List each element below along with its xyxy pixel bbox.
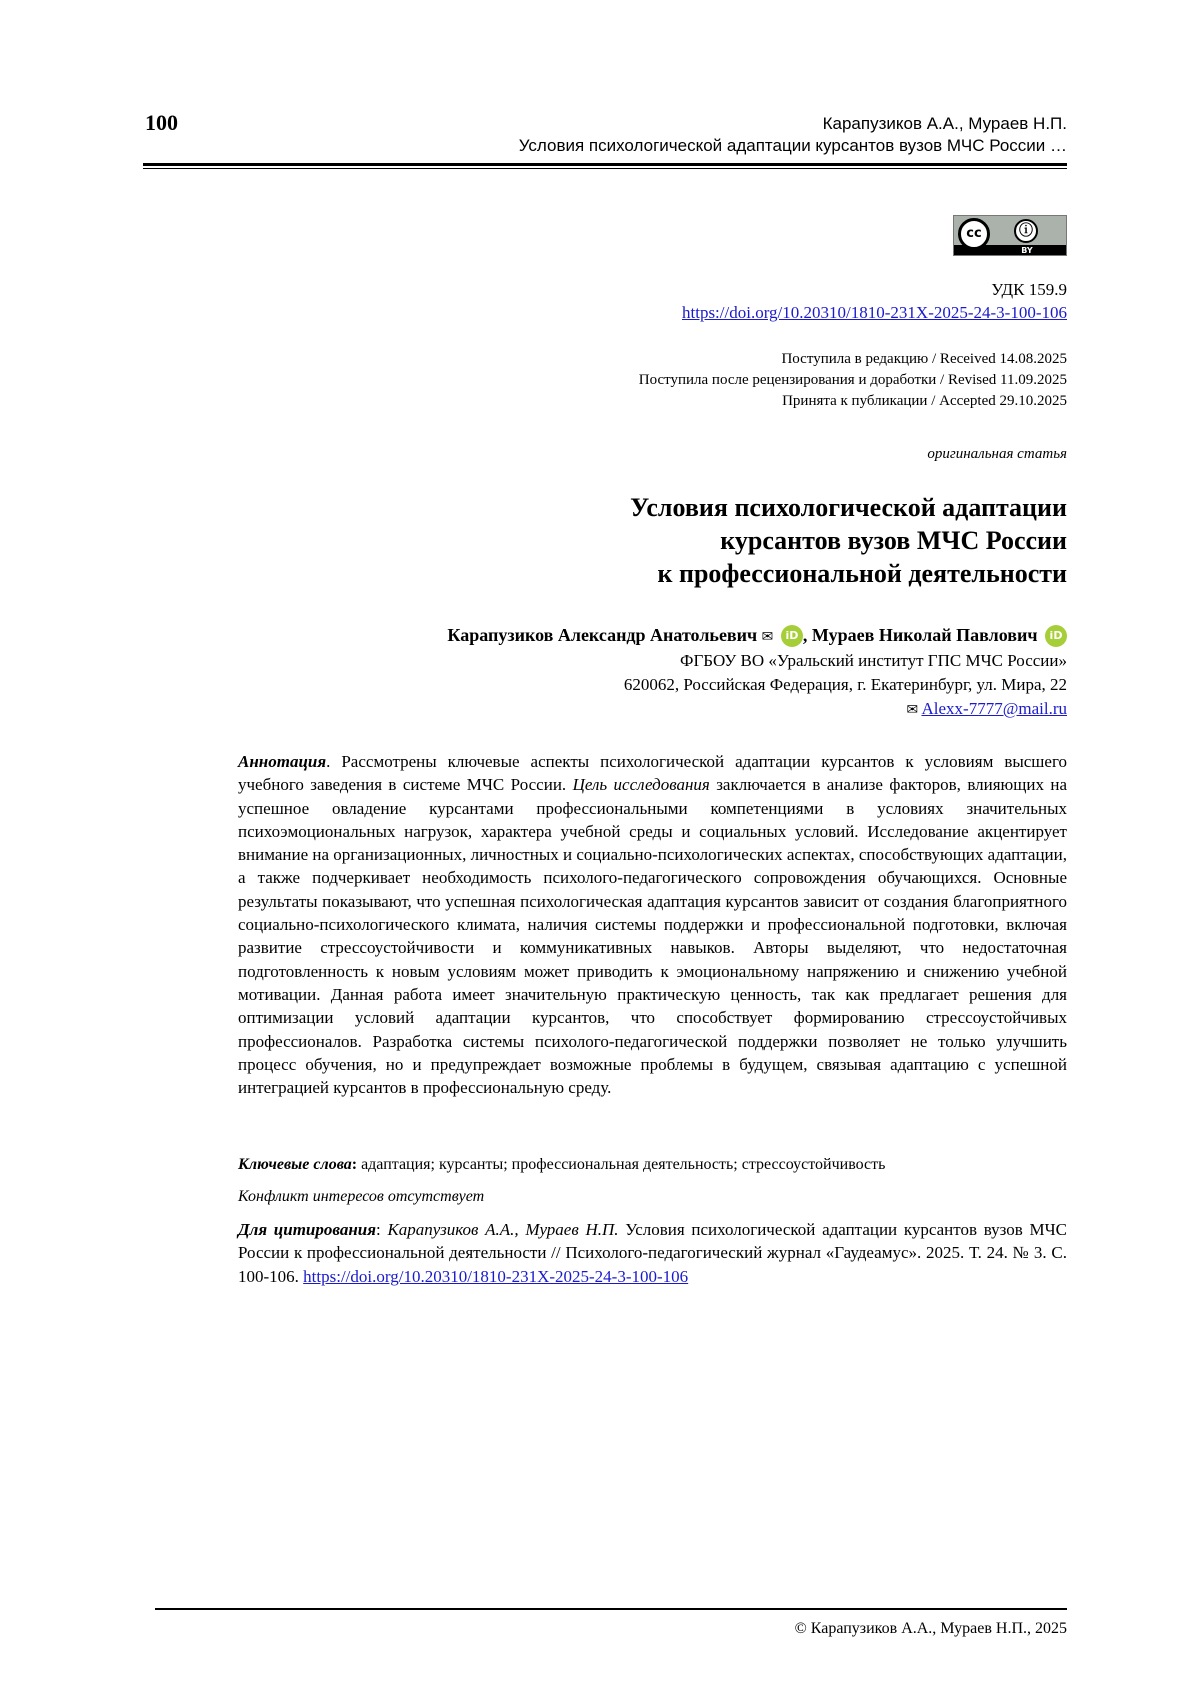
author-separator: , [802, 625, 808, 645]
accepted-date: Принята к публикации / Accepted 29.10.2025 [782, 393, 1067, 409]
author-list [447, 622, 1067, 650]
citation [238, 1218, 1067, 1288]
cc-by-license-badge[interactable] [953, 215, 1067, 256]
attribution-icon: ⓘ [1014, 219, 1038, 243]
citation-authors: Карапузиков А.А., Мураев Н.П. [387, 1220, 619, 1239]
title-line-2: курсантов вузов МЧС России [720, 526, 1067, 555]
author-1-name: Карапузиков Александр Анатольевич [447, 625, 758, 645]
footer-rule [155, 1608, 1067, 1610]
affiliation: ФГБОУ ВО «Уральский институт ГПС МЧС России» [680, 651, 1067, 670]
article-title [630, 491, 1067, 590]
doi-link-container [682, 303, 1067, 323]
article-type: оригинальная статья [927, 446, 1067, 462]
keywords-colon: : [351, 1156, 358, 1173]
envelope-icon: ✉ [761, 629, 774, 645]
abstract-label: Аннотация [238, 752, 327, 771]
keywords-text: адаптация; курсанты; профессиональная деятельность; стрессоустойчивость [357, 1156, 886, 1173]
title-line-1: Условия психологической адаптации [630, 493, 1067, 522]
correspondence-email [906, 699, 1067, 719]
creative-commons-icon: cc [958, 218, 990, 250]
envelope-icon: ✉ [906, 702, 919, 718]
email-link[interactable]: Alexx-7777@mail.ru [921, 699, 1067, 718]
orcid-icon[interactable]: iD [781, 625, 803, 647]
received-date: Поступила в редакцию / Received 14.08.2025 [781, 351, 1067, 367]
citation-colon: : [376, 1220, 388, 1239]
affiliation-address: 620062, Российская Федерация, г. Екатеринбург, ул. Мира, 22 [623, 675, 1067, 694]
abstract-text-1: . Рассмотрены ключевые аспекты психологической адаптации курсантов к условиям высшего учебного заведения в системе МЧС России. [238, 752, 1067, 795]
keywords [238, 1153, 1067, 1176]
udc-code: УДК 159.9 [991, 280, 1067, 299]
orcid-icon[interactable]: iD [1045, 625, 1067, 647]
license-by-label: BY [1021, 246, 1033, 255]
conflict-of-interest: Конфликт интересов отсутствует [238, 1188, 485, 1205]
abstract [238, 750, 1067, 1099]
title-line-3: к профессиональной деятельности [657, 559, 1067, 588]
abstract-aim-label: Цель исследования [572, 775, 710, 795]
running-header-authors: Карапузиков А.А., Мураев Н.П. [822, 114, 1067, 133]
header-rule-thin [143, 168, 1067, 169]
page-number: 100 [145, 110, 178, 135]
doi-link[interactable]: https://doi.org/10.20310/1810-231X-2025-24-3-100-106 [682, 303, 1067, 322]
running-header-title: Условия психологической адаптации курсантов вузов МЧС России … [518, 136, 1067, 155]
revised-date: Поступила после рецензирования и доработки / Revised 11.09.2025 [638, 372, 1067, 388]
citation-label: Для цитирования [238, 1220, 377, 1239]
citation-text: Условия психологической адаптации курсантов вузов МЧС России к профессиональной деятельности // Психолого-педагогический журнал «Гаудеамус». 2025. Т. 24. № 3. С. 100-106. [238, 1220, 1068, 1286]
abstract-text-2: заключается в анализе факторов, влияющих на успешное овладение курсантами профессиональными компетенциями в условиях значительных психоэмоциональных нагрузок, характера учебной среды и социальных условий. Исследование акцентирует внимание на организационных, личностных и социально-психологических аспектах, способствующих адаптации, а также подчеркивает необходимость психолого-педагогического сопровождения обучающихся. Основные результаты показывают, что успешная психологическая адаптация курсантов зависит от создания благоприятного социально-психологического климата, наличия системы поддержки и профессиональной подготовки, включая развитие стрессоустойчивости и коммуникативных навыков. Авторы выделяют, что недостаточная подготовленность к новым условиям может приводить к эмоциональному напряжению и снижению учебной мотивации. Данная работа имеет значительную практическую ценность, так как предлагает решения для оптимизации условий адаптации курсантов, что способствует формированию стрессоустойчивых профессионалов. Разработка системы психолого-педагогической поддержки позволяет не только улучшить процесс обучения, но и предупреждает возможные проблемы в будущем, связывая адаптацию с успешной интеграцией курсантов в профессиональную среду. [238, 775, 1067, 1098]
header-rule-thick [143, 163, 1067, 166]
keywords-label: Ключевые слова [238, 1156, 352, 1173]
citation-doi-link[interactable]: https://doi.org/10.20310/1810-231X-2025-24-3-100-106 [303, 1266, 689, 1286]
author-2-name: Мураев Николай Павлович [811, 625, 1038, 645]
footer-copyright: © Карапузиков А.А., Мураев Н.П., 2025 [794, 1620, 1067, 1637]
